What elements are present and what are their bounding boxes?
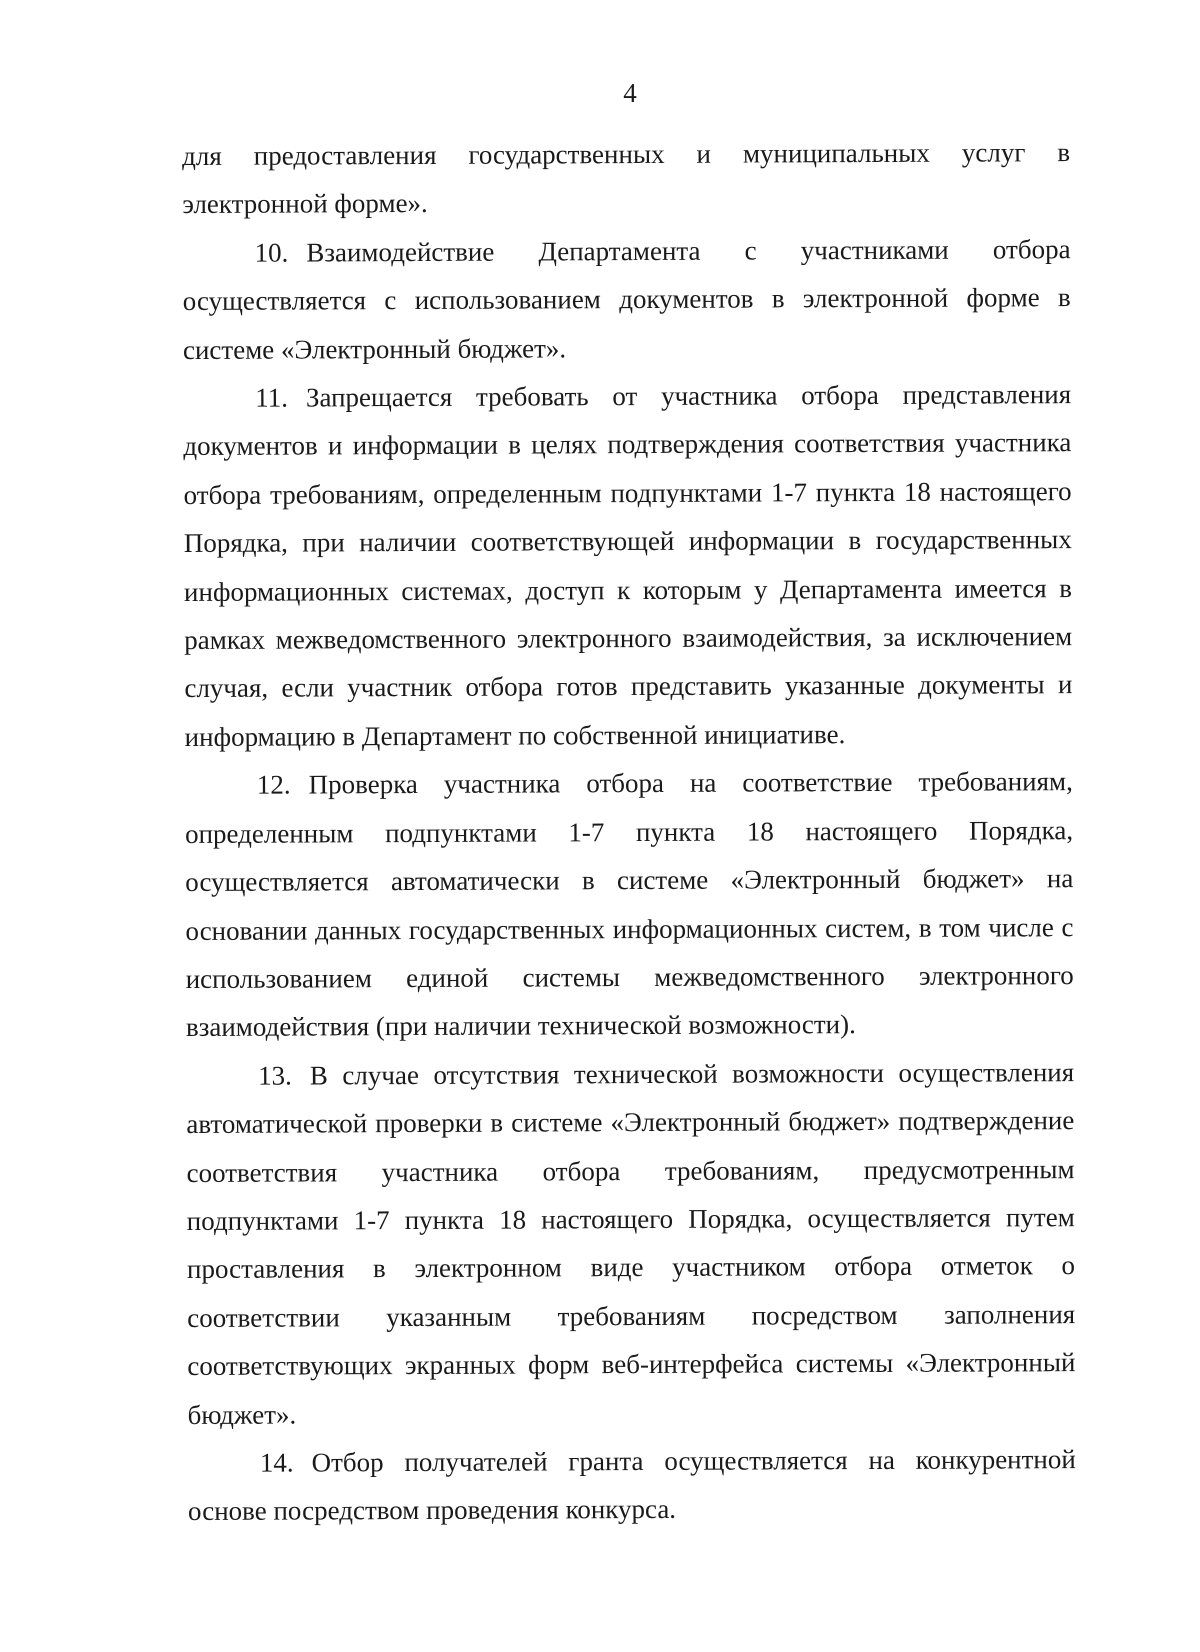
paragraph-number: 13. <box>258 1060 292 1091</box>
paragraph-number: 11. <box>255 382 288 413</box>
paragraph-14 <box>188 1435 1076 1536</box>
paragraph-13 <box>186 1048 1076 1439</box>
paragraph-text: для предоставления государственных и муниципальных услуг в электронной форме». <box>182 137 1071 220</box>
paragraph-12 <box>185 757 1074 1051</box>
paragraph-10 <box>182 225 1071 374</box>
paragraph-number: 14. <box>259 1447 294 1478</box>
document-body <box>182 128 1076 1536</box>
paragraph-text: В случае отсутствия технической возможности осуществления автоматической проверки в системе «Электронный бюджет» подтверждение соответствия участника отбора требованиям, предусмотренным подпунктами 1-7 пункта 18 настоящего Порядка, осуществляется путем проставления в электронном виде участником отбора отметок о соответствии указанным требованиям посредством заполнения соответствующих экранных форм веб-интерфейса системы «Электронный бюджет». <box>186 1056 1076 1430</box>
paragraph-number: 10. <box>254 237 289 268</box>
paragraph-text: Отбор получателей гранта осуществляется на конкурентной основе посредством проведения конкурса. <box>187 1444 1076 1527</box>
paragraph-continuation <box>182 128 1070 229</box>
paragraph-text: Запрещается требовать от участника отбора представления документов и информации в целях подтверждения соответствия участника отбора требованиям, определенным подпунктами 1-7 пункта 18 настоящего Порядка, при наличии соответствующей информации в государственных информационных системах, доступ к которым у Департамента имеется в рамках межведомственного электронного взаимодействия, за исключением случая, если участник отбора готов представить указанные документы и информацию в Департамент по собственной инициативе. <box>183 379 1073 752</box>
paragraph-number: 12. <box>256 769 291 800</box>
paragraph-text: Взаимодействие Департамента с участниками отбора осуществляется с использованием документов в электронной форме в системе «Электронный бюджет». <box>182 233 1071 365</box>
page-number: 4 <box>623 78 637 108</box>
paragraph-text: Проверка участника отбора на соответствие требованиям, определенным подпунктами 1-7 пункта 18 настоящего Порядка, осуществляется автоматически в системе «Электронный бюджет» на основании данных государственных информационных систем, в том числе с использованием единой системы межведомственного электронного взаимодействия (при наличии технической возможности). <box>184 766 1074 1043</box>
paragraph-11 <box>183 370 1073 761</box>
